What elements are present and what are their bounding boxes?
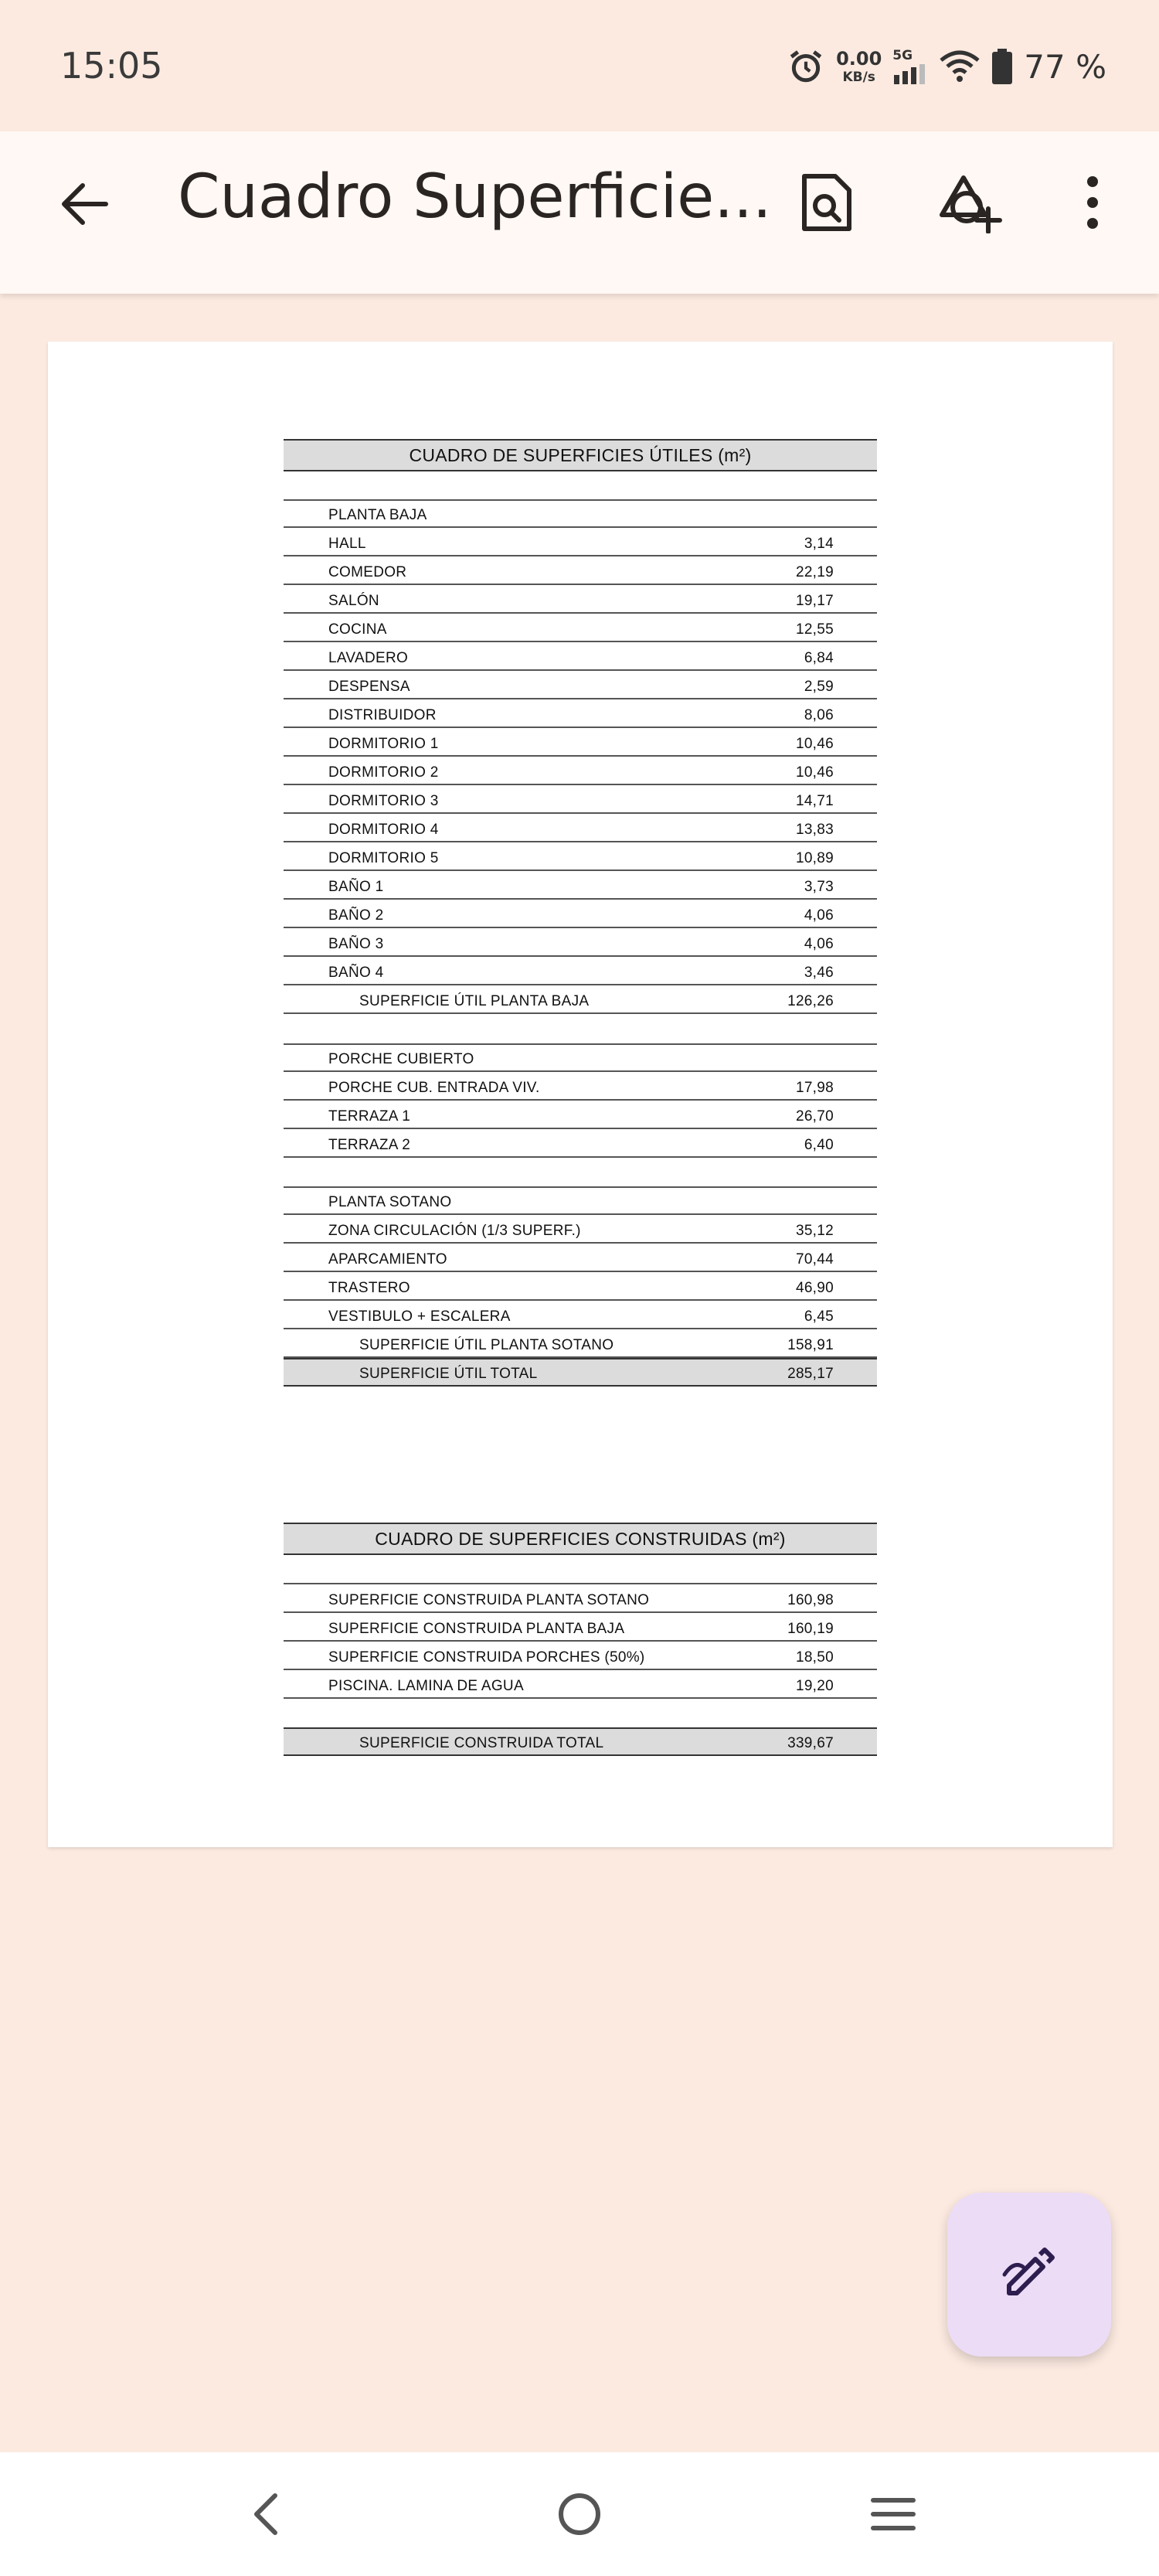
row-value: 22,19 (795, 564, 834, 580)
row-value: 12,55 (795, 621, 834, 638)
total-label: SUPERFICIE CONSTRUIDA TOTAL (359, 1735, 604, 1751)
row-label: TERRAZA 2 (328, 1137, 411, 1153)
document-page[interactable] (48, 342, 1113, 1847)
subtotal-value: 158,91 (787, 1337, 834, 1353)
row-value: 46,90 (795, 1280, 834, 1296)
net-speed-value: 0.00 (836, 47, 882, 70)
row-label: DORMITORIO 5 (328, 850, 439, 866)
table-row (284, 528, 877, 556)
row-value: 18,50 (795, 1649, 834, 1666)
total-row (284, 1727, 877, 1756)
table-row (284, 871, 877, 900)
row-value: 17,98 (795, 1080, 834, 1096)
row-value: 2,59 (804, 679, 834, 695)
section-heading (284, 1043, 877, 1072)
table-row (284, 1101, 877, 1129)
battery-icon (991, 49, 1013, 84)
row-label: SALÓN (328, 593, 379, 609)
table-row (284, 1272, 877, 1301)
wifi-icon (939, 49, 981, 83)
circle-home-icon (557, 2492, 602, 2537)
search-document-button[interactable] (790, 165, 864, 240)
utiles-table-title: CUADRO DE SUPERFICIES ÚTILES (m²) (284, 439, 877, 471)
net-speed-unit: KB/s (842, 69, 875, 85)
row-label: COCINA (328, 621, 387, 638)
row-label: TRASTERO (328, 1280, 410, 1296)
row-value: 10,46 (795, 736, 834, 752)
table-row (284, 1215, 877, 1244)
total-value: 285,17 (787, 1366, 834, 1382)
more-options-button[interactable] (1055, 165, 1130, 240)
pen-edit-icon (998, 2244, 1060, 2305)
status-time: 15:05 (60, 45, 163, 87)
table-row (284, 614, 877, 642)
row-value: 14,71 (795, 793, 834, 809)
network-gen-label: 5G (892, 47, 913, 63)
status-icons (787, 40, 1106, 93)
row-value: 6,40 (804, 1137, 834, 1153)
row-label: TERRAZA 1 (328, 1108, 411, 1125)
back-button[interactable] (46, 167, 121, 241)
table-row (284, 556, 877, 585)
row-label: DESPENSA (328, 679, 410, 695)
row-value: 4,06 (804, 907, 834, 924)
row-value: 35,12 (795, 1223, 834, 1239)
add-shapes-button[interactable] (933, 165, 1008, 240)
table-row (284, 728, 877, 757)
table-row (284, 671, 877, 699)
signal-bars-icon (892, 64, 928, 84)
row-value: 3,73 (804, 879, 834, 895)
table-row (284, 642, 877, 671)
row-label: DORMITORIO 4 (328, 822, 439, 838)
table-row (284, 928, 877, 957)
table-row (284, 1301, 877, 1329)
table-row (284, 900, 877, 928)
table-row (284, 814, 877, 842)
construidas-table-title: CUADRO DE SUPERFICIES CONSTRUIDAS (m²) (284, 1523, 877, 1555)
utiles-table (284, 439, 877, 1387)
row-label: ZONA CIRCULACIÓN (1/3 SUPERF.) (328, 1223, 581, 1239)
table-row (284, 1072, 877, 1101)
system-nav-bar (0, 2452, 1159, 2576)
subtotal-label: SUPERFICIE ÚTIL PLANTA SOTANO (359, 1337, 614, 1353)
table-row (284, 785, 877, 814)
cell-signal (892, 49, 928, 84)
more-vert-icon (1085, 175, 1100, 230)
battery-percent: 77 % (1024, 47, 1106, 86)
row-label: COMEDOR (328, 564, 407, 580)
nav-home-button[interactable] (541, 2476, 618, 2553)
row-value: 3,14 (804, 536, 834, 552)
row-label: DORMITORIO 2 (328, 764, 439, 781)
row-value: 6,84 (804, 650, 834, 666)
row-value: 160,98 (787, 1592, 834, 1608)
document-search-icon (800, 172, 854, 233)
section-heading (284, 1186, 877, 1215)
row-label: DISTRIBUIDOR (328, 707, 437, 723)
table-row (284, 957, 877, 985)
subtotal-row (284, 985, 877, 1014)
status-bar (0, 0, 1159, 131)
planta-sotano-rows (284, 1215, 877, 1329)
table-row (284, 699, 877, 728)
table-row (284, 1670, 877, 1699)
section-heading-label: PLANTA BAJA (328, 507, 427, 523)
edit-fab-button[interactable] (947, 2193, 1111, 2357)
nav-recents-button[interactable] (855, 2476, 932, 2553)
row-label: SUPERFICIE CONSTRUIDA PORCHES (50%) (328, 1649, 645, 1666)
subtotal-value: 126,26 (787, 993, 834, 1009)
table-row (284, 585, 877, 614)
row-value: 13,83 (795, 822, 834, 838)
row-label: LAVADERO (328, 650, 409, 666)
nav-back-button[interactable] (227, 2476, 304, 2553)
row-value: 19,20 (795, 1678, 834, 1694)
row-value: 160,19 (787, 1621, 834, 1637)
row-label: DORMITORIO 1 (328, 736, 439, 752)
total-label: SUPERFICIE ÚTIL TOTAL (359, 1366, 538, 1382)
table-row (284, 1642, 877, 1670)
table-row (284, 757, 877, 785)
row-label: PISCINA. LAMINA DE AGUA (328, 1678, 524, 1694)
row-label: HALL (328, 536, 366, 552)
porche-rows (284, 1072, 877, 1186)
row-label: PORCHE CUB. ENTRADA VIV. (328, 1080, 540, 1096)
row-value: 70,44 (795, 1251, 834, 1268)
section-heading (284, 499, 877, 528)
table-row (284, 1129, 877, 1158)
table-row (284, 1613, 877, 1642)
page-title: Cuadro Superficie... (178, 162, 772, 232)
table-row (284, 842, 877, 871)
row-label: BAÑO 4 (328, 965, 384, 981)
row-value: 3,46 (804, 965, 834, 981)
construidas-table (284, 1523, 877, 1756)
row-label: SUPERFICIE CONSTRUIDA PLANTA BAJA (328, 1621, 625, 1637)
planta-baja-rows (284, 528, 877, 985)
row-label: SUPERFICIE CONSTRUIDA PLANTA SOTANO (328, 1592, 650, 1608)
row-label: BAÑO 3 (328, 936, 384, 952)
table-row (284, 1244, 877, 1272)
section-heading-label: PORCHE CUBIERTO (328, 1051, 474, 1067)
subtotal-row (284, 1329, 877, 1358)
chevron-left-icon (250, 2493, 281, 2536)
row-label: BAÑO 2 (328, 907, 384, 924)
row-value: 8,06 (804, 707, 834, 723)
row-value: 4,06 (804, 936, 834, 952)
row-value: 10,89 (795, 850, 834, 866)
construidas-rows (284, 1583, 877, 1699)
row-label: APARCAMIENTO (328, 1251, 447, 1268)
row-value: 19,17 (795, 593, 834, 609)
row-value: 10,46 (795, 764, 834, 781)
row-label: BAÑO 1 (328, 879, 384, 895)
alarm-icon (787, 47, 825, 86)
row-value: 26,70 (795, 1108, 834, 1125)
app-bar (0, 131, 1159, 294)
net-speed (836, 49, 882, 84)
table-row (284, 1584, 877, 1613)
row-value: 6,45 (804, 1308, 834, 1325)
arrow-left-icon (58, 181, 109, 227)
shapes-add-icon (937, 172, 1004, 233)
row-label: VESTIBULO + ESCALERA (328, 1308, 511, 1325)
section-heading-label: PLANTA SOTANO (328, 1194, 452, 1210)
total-value: 339,67 (787, 1735, 834, 1751)
subtotal-label: SUPERFICIE ÚTIL PLANTA BAJA (359, 993, 590, 1009)
row-label: DORMITORIO 3 (328, 793, 439, 809)
total-row (284, 1358, 877, 1387)
menu-lines-icon (870, 2496, 916, 2533)
